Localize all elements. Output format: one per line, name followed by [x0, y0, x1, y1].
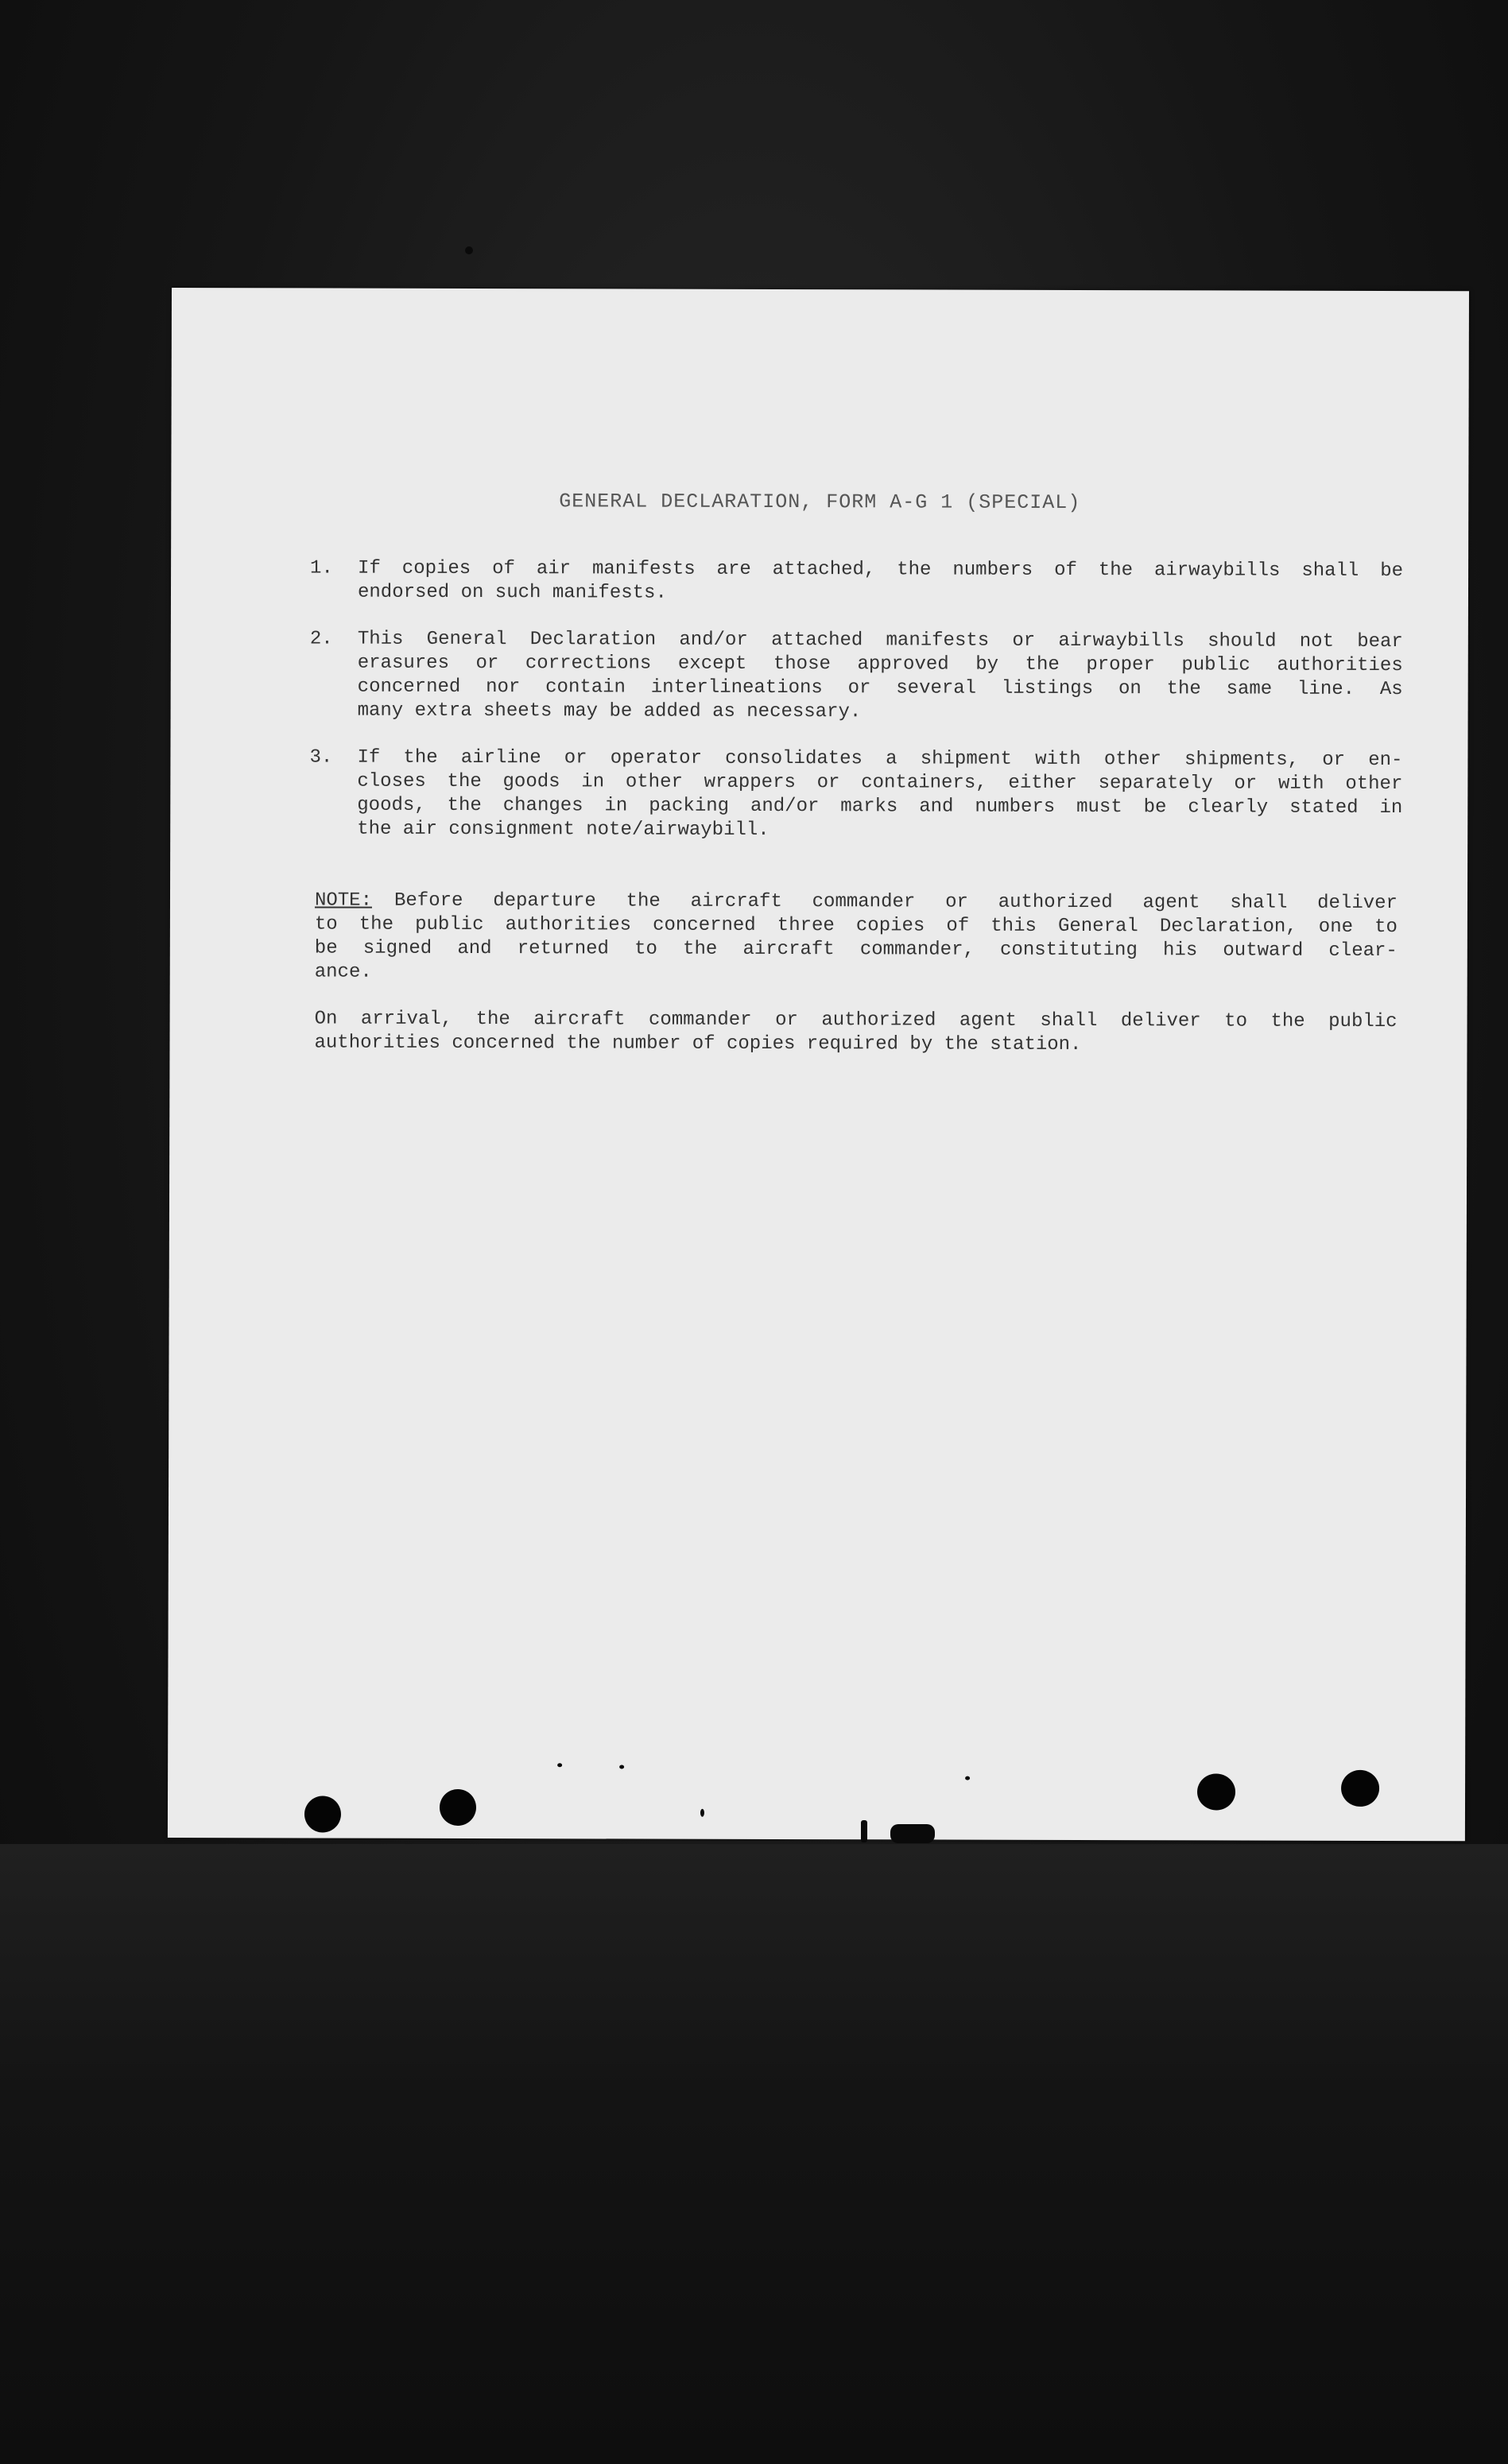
- list-item: [309, 746, 1402, 844]
- speck-mark: [619, 1765, 624, 1769]
- text-line: be signed and returned to the aircraft commander, constituting his outward clear-: [314, 937, 1398, 963]
- document-title: GENERAL DECLARATION, FORM A-G 1 (SPECIAL): [559, 490, 1081, 514]
- text-line: goods, the changes in packing and/or marks and numbers must be clearly stated in: [357, 794, 1403, 819]
- punch-hole: [440, 1789, 476, 1826]
- text-line: the air consignment note/airwaybill.: [357, 818, 770, 841]
- scan-debris: [465, 246, 473, 254]
- text-line: many extra sheets may be added as necessary.: [357, 699, 862, 723]
- item-text: [357, 746, 1402, 844]
- text-line: ance.: [314, 961, 372, 983]
- text-line: endorsed on such manifests.: [357, 581, 667, 604]
- note-heading: NOTE:: [314, 889, 373, 912]
- punch-hole: [304, 1796, 341, 1832]
- item-text: [358, 557, 1403, 607]
- list-item: [310, 627, 1403, 726]
- text-line: If copies of air manifests are attached, the numbers of the airwaybills shall be: [358, 557, 1404, 583]
- speck-mark: [965, 1776, 970, 1780]
- scan-debris: [861, 1820, 867, 1842]
- item-text: [358, 628, 1403, 726]
- scan-lower-band: [0, 1844, 1508, 2464]
- scan-debris: [890, 1824, 935, 1843]
- item-number: 1.: [310, 557, 333, 579]
- text-line: [315, 889, 1398, 916]
- text-line: authorities concerned the number of copies required by the station.: [314, 1032, 1082, 1056]
- text-line: concerned nor contain interlineations or several listings on the same line. As: [357, 676, 1403, 701]
- text-line: This General Declaration and/or attached manifests or airwaybills should not bear: [357, 628, 1403, 653]
- punch-hole: [1341, 1770, 1379, 1807]
- speck-mark: [700, 1809, 704, 1817]
- text-line: closes the goods in other wrappers or containers, either separately or with other: [357, 770, 1403, 796]
- text-line: to the public authorities concerned three copies of this General Declaration, one to: [314, 913, 1398, 939]
- speck-mark: [557, 1763, 562, 1767]
- item-number: 2.: [309, 628, 333, 650]
- item-number: 3.: [309, 746, 333, 769]
- note-first-line: Before departure the aircraft commander or authorized agent shall deliver: [393, 889, 1398, 915]
- text-line: erasures or corrections except those approved by the proper public authorities: [357, 652, 1403, 677]
- text-line: If the airline or operator consolidates a shipment with other shipments, or en-: [357, 746, 1403, 772]
- note-paragraph: [315, 889, 1398, 987]
- list-item: [310, 556, 1403, 607]
- punch-hole: [1197, 1773, 1235, 1810]
- arrival-paragraph: [314, 1007, 1397, 1058]
- document-page: [168, 288, 1469, 1841]
- text-line: On arrival, the aircraft commander or authorized agent shall deliver to the public: [314, 1008, 1398, 1033]
